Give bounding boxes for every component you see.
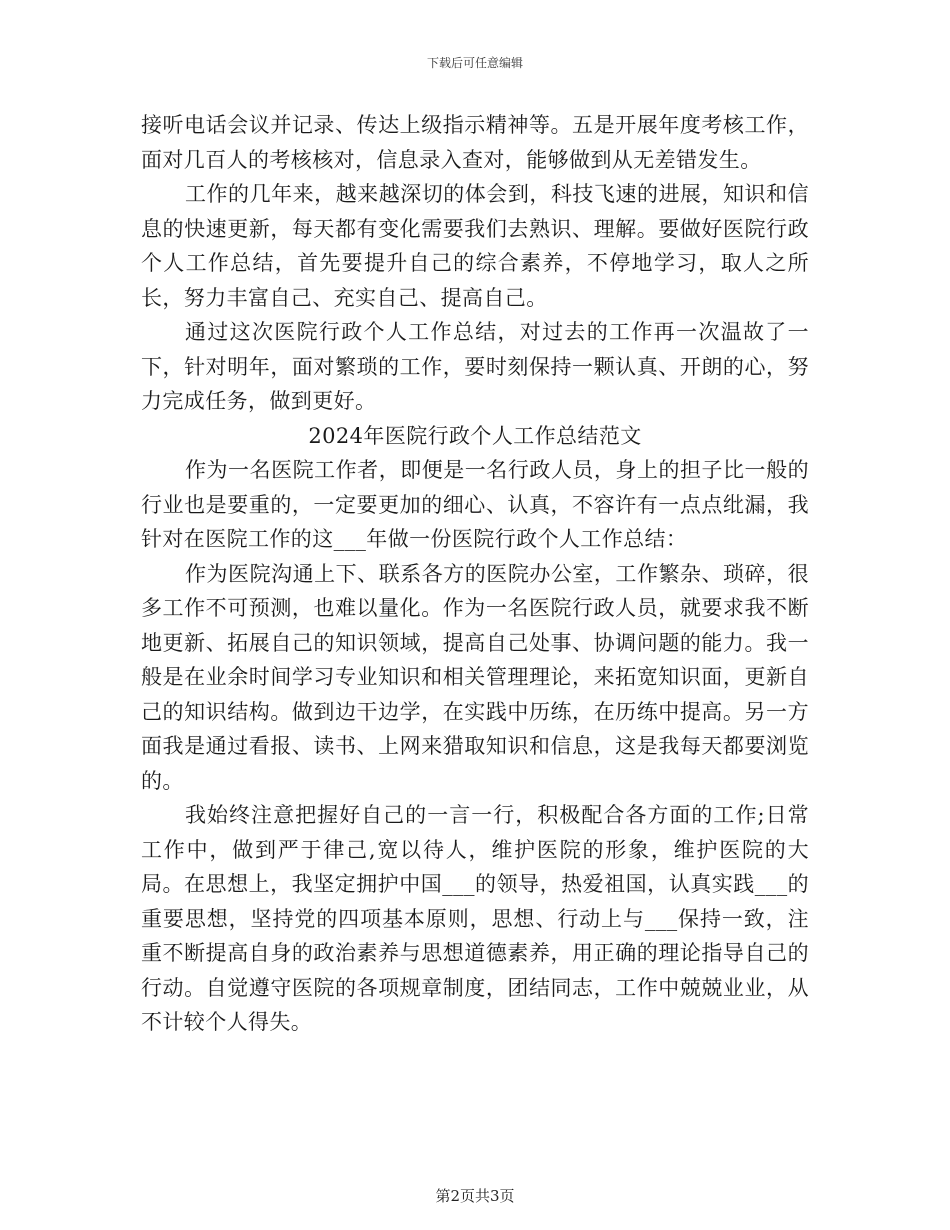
paragraph-conduct: 我始终注意把握好自己的一言一行，积极配合各方面的工作;日常工作中，做到严于律己,宽以待人，维护医院的形象，维护医院的大局。在思想上，我坚定拥护中国___的领导，热爱祖国，认真实践___的重要思想，坚持党的四项基本原则，思想、行动上与___保持一致，注重不断提高自身的政治素养与思想道德素养，用正确的理论指导自己的行动。自觉遵守医院的各项规章制度，团结同志，工作中兢兢业业，从不计较个人得失。 [141, 803, 809, 1034]
paragraph-conclusion: 通过这次医院行政个人工作总结，对过去的工作再一次温故了一下，针对明年，面对繁琐的工作，要时刻保持一颗认真、开朗的心，努力完成任务，做到更好。 [141, 320, 809, 413]
paragraph-intro: 作为一名医院工作者，即便是一名行政人员，身上的担子比一般的行业也是要重的，一定要更加的细心、认真，不容许有一点点纰漏，我针对在医院工作的这___年做一份医院行政个人工作总结： [141, 458, 809, 551]
document-body [141, 108, 809, 1040]
section-title: 2024年医院行政个人工作总结范文 [308, 423, 642, 448]
paragraph-experience: 工作的几年来，越来越深切的体会到，科技飞速的进展，知识和信息的快速更新，每天都有变化需要我们去熟识、理解。要做好医院行政个人工作总结，首先要提升自己的综合素养，不停地学习，取人之所长，努力丰富自己、充实自己、提高自己。 [141, 182, 809, 310]
paragraph-learning: 作为医院沟通上下、联系各方的医院办公室，工作繁杂、琐碎，很多工作不可预测，也难以量化。作为一名医院行政人员，就要求我不断地更新、拓展自己的知识领域，提高自己处事、协调问题的能力。我一般是在业余时间学习专业知识和相关管理理论，来拓宽知识面，更新自己的知识结构。做到边干边学，在实践中历练，在历练中提高。另一方面我是通过看报、读书、上网来猎取知识和信息，这是我每天都要浏览的。 [141, 561, 809, 793]
paragraph-continuation: 接听电话会议并记录、传达上级指示精神等。五是开展年度考核工作，面对几百人的考核核对，信息录入查对，能够做到从无差错发生。 [141, 113, 809, 172]
header-note: 下载后可任意编辑 [426, 56, 523, 70]
page-number: 第2页共3页 [435, 1187, 515, 1205]
